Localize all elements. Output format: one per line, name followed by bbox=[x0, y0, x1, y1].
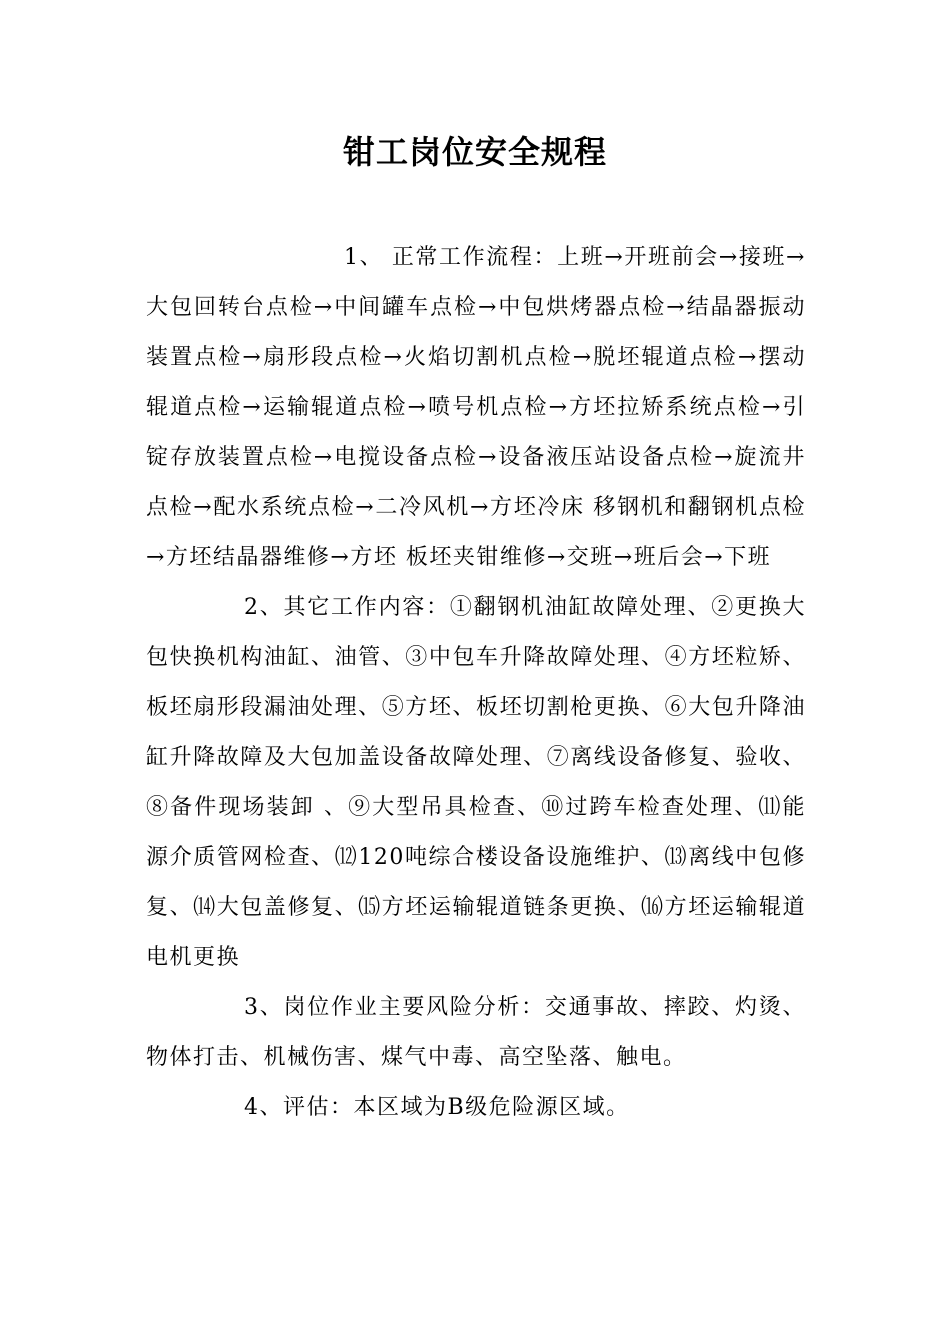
page-title: 钳工岗位安全规程 bbox=[342, 133, 607, 171]
paragraph-risk-analysis: 3、岗位作业主要风险分析：交通事故、摔跤、灼烫、物体打击、机械伤害、煤气中毒、高空坠落、触电。 bbox=[146, 995, 806, 1070]
paragraph-other-work: 2、其它工作内容：①翻钢机油缸故障处理、②更换大包快换机构油缸、油管、③中包车升降故障处理、④方坯粒矫、板坯扇形段漏油处理、⑤方坯、板坯切割枪更换、⑥大包升降油缸升降故障及大包加盖设备故障处理、⑦离线设备修复、验收、⑧备件现场装卸 、⑨大型吊具检查、⑩过跨车检查处理、⑾能源介质管网检查、⑿120吨综合楼设备设施维护、⒀离线中包修复、⒁大包盖修复、⒂方坯运输辊道链条更换、⒃方坯运输辊道电机更换 bbox=[146, 595, 806, 970]
paragraph-work-process: 1、 正常工作流程：上班→开班前会→接班→大包回转台点检→中间罐车点检→中包烘烤器点检→结晶器振动装置点检→扇形段点检→火焰切割机点检→脱坯辊道点检→摆动辊道点检→运输辊道点检→喷号机点检→方坯拉矫系统点检→引锭存放装置点检→电搅设备点检→设备液压站设备点检→旋流井点检→配水系统点检→二冷风机→方坯冷床 移钢机和翻钢机点检→方坯结晶器维修→方坯 板坯夹钳维修→交班→班后会→下班 bbox=[146, 245, 806, 570]
paragraph-assessment: 4、评估：本区域为B级危险源区域。 bbox=[244, 1095, 630, 1120]
document-body bbox=[146, 233, 806, 1133]
